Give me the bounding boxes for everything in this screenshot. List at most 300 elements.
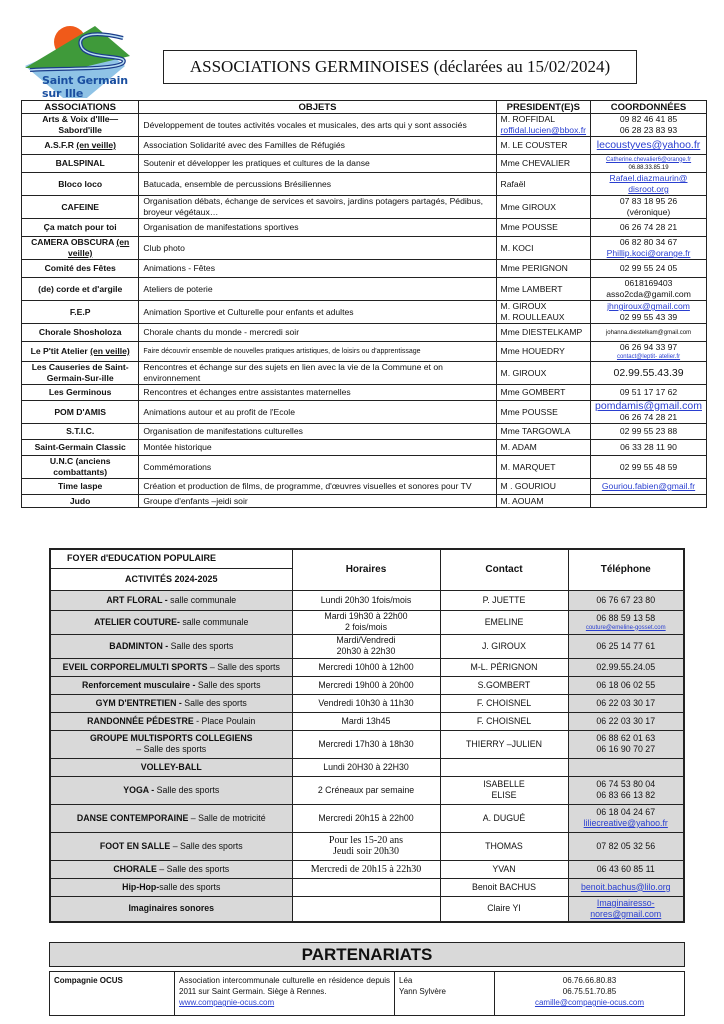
schedule-line: Mercredi 20h15 à 22h00 bbox=[318, 812, 414, 823]
activity-place: Salle des sports bbox=[168, 640, 234, 651]
fep-season: ACTIVITÉS 2024-2025 bbox=[50, 568, 292, 590]
association-name: Les Causeries de Saint-Germain-Sur-ille bbox=[31, 362, 129, 383]
fep-header-row bbox=[50, 549, 684, 568]
schedule-cell bbox=[292, 658, 440, 676]
contact-cell bbox=[591, 114, 707, 137]
contact-cell bbox=[591, 401, 707, 424]
contact-value: 07 83 18 95 26 bbox=[619, 196, 678, 206]
fep-activities-table bbox=[49, 548, 685, 923]
partner-contact-cell bbox=[495, 972, 685, 1016]
contact-name: A. DUGUÉ bbox=[482, 812, 526, 823]
contact-name: THOMAS bbox=[485, 840, 523, 851]
contact-value: 09 82 46 41 85 bbox=[619, 114, 678, 124]
association-name-cell bbox=[22, 385, 139, 401]
association-name-cell bbox=[22, 424, 139, 440]
president-name: Mme POUSSE bbox=[500, 222, 558, 232]
association-name: Saint-Germain Classic bbox=[34, 442, 126, 452]
activity-place: – Salle des sports bbox=[156, 863, 230, 874]
column-header-associations: ASSOCIATIONS bbox=[22, 101, 139, 114]
schedule-cell bbox=[292, 804, 440, 832]
column-header-contact: Contact bbox=[440, 549, 568, 590]
association-name-cell bbox=[22, 362, 139, 385]
president-name: Mme DIESTELKAMP bbox=[500, 327, 583, 337]
contact-cell bbox=[440, 860, 568, 878]
president-name: Mme POUSSE bbox=[500, 406, 558, 417]
phone-number: 06 74 53 80 04 bbox=[596, 779, 656, 789]
activity-cell bbox=[50, 832, 292, 860]
page-title: ASSOCIATIONS GERMINOISES (déclarées au 15/02/2024) bbox=[163, 50, 637, 84]
email-link[interactable]: Imaginairesso-nores@gmail.com bbox=[590, 897, 662, 919]
president-name: Mme HOUEDRY bbox=[500, 346, 565, 356]
association-row bbox=[22, 456, 707, 479]
activity-cell bbox=[50, 776, 292, 804]
phone-number: 07 82 05 32 56 bbox=[596, 840, 656, 851]
activity-place: – Salle des sports bbox=[136, 744, 207, 754]
contact-cell bbox=[591, 155, 707, 173]
association-object: Création et production de films, de programme, d'œuvres visuelles et sonores pour TV bbox=[139, 479, 496, 495]
activity-place: Salle des sports bbox=[181, 697, 247, 708]
phone-cell bbox=[568, 758, 684, 776]
column-header-horaires: Horaires bbox=[292, 549, 440, 590]
schedule-line: Vendredi 10h30 à 11h30 bbox=[318, 697, 414, 708]
president-cell bbox=[496, 342, 591, 362]
schedule-cell bbox=[292, 896, 440, 922]
association-name: Ça match pour toi bbox=[43, 222, 117, 232]
association-object: Animation Sportive et Culturelle pour enfants et adultes bbox=[139, 301, 496, 324]
schedule-cell bbox=[292, 730, 440, 758]
partner-description-cell bbox=[175, 972, 395, 1016]
activity-name: GYM D'ENTRETIEN - bbox=[95, 697, 182, 708]
schedule-line: Lundi 20H30 à 22H30 bbox=[323, 761, 409, 772]
schedule-line: Jeudi soir 20h30 bbox=[332, 846, 400, 857]
association-name-cell bbox=[22, 278, 139, 301]
table-header-row bbox=[22, 101, 707, 114]
schedule-cell bbox=[292, 776, 440, 804]
activity-name: RANDONNÉE PÉDESTRE bbox=[87, 715, 197, 726]
logo-text: Saint Germain sur Ille bbox=[42, 74, 128, 100]
schedule-line: Pour les 15-20 ans bbox=[328, 835, 404, 846]
president-name: Mme GIROUX bbox=[500, 201, 556, 212]
president-cell bbox=[496, 114, 591, 137]
schedule-line: Mardi 19h30 à 22h00 bbox=[324, 611, 408, 621]
association-object: Chorale chants du monde - mercredi soir bbox=[139, 324, 496, 342]
activity-name: VOLLEY-BALL bbox=[140, 761, 202, 772]
association-name: Comité des Fêtes bbox=[44, 263, 116, 273]
activity-place: – Salle de motricité bbox=[188, 812, 266, 823]
contact-cell bbox=[440, 730, 568, 758]
partner-email-link[interactable]: camille@compagnie-ocus.com bbox=[534, 998, 645, 1007]
association-row bbox=[22, 137, 707, 155]
contact-cell bbox=[440, 878, 568, 896]
contact-cell bbox=[440, 658, 568, 676]
association-name: Arts & Voix d'Ille—Sabord'ille bbox=[42, 114, 119, 135]
association-row bbox=[22, 495, 707, 508]
contact-email-link[interactable]: Phillip.koci@orange.fr bbox=[606, 248, 691, 258]
fep-activity-row bbox=[50, 860, 684, 878]
president-cell bbox=[496, 362, 591, 385]
activity-name: Renforcement musculaire - bbox=[82, 679, 196, 690]
contact-value: 06 26 94 33 97 bbox=[619, 342, 678, 352]
fep-title: FOYER d'EDUCATION POPULAIRE bbox=[50, 549, 292, 568]
phone-cell bbox=[568, 832, 684, 860]
association-name: F.E.P bbox=[69, 306, 91, 317]
phone-cell bbox=[568, 694, 684, 712]
association-object: Rencontres et échange sur des sujets en lien avec la vie de la Commune et on environnement bbox=[139, 362, 496, 385]
contact-value: asso2cda@gamil.com bbox=[606, 289, 691, 299]
activity-cell bbox=[50, 860, 292, 878]
contact-cell bbox=[591, 456, 707, 479]
schedule-cell bbox=[292, 860, 440, 878]
president-name: M. ROFFIDAL bbox=[500, 114, 555, 124]
activity-cell bbox=[50, 658, 292, 676]
column-header-telephone: Téléphone bbox=[568, 549, 684, 590]
phone-number: 06 18 04 24 67 bbox=[596, 807, 656, 817]
association-row bbox=[22, 219, 707, 237]
email-link[interactable]: benoit.bachus@lilo.org bbox=[580, 881, 671, 892]
association-object: Association Solidarité avec des Familles de Réfugiés bbox=[139, 137, 496, 155]
fep-activity-row bbox=[50, 758, 684, 776]
president-cell bbox=[496, 301, 591, 324]
phone-number: 06 22 03 30 17 bbox=[596, 715, 656, 726]
association-row bbox=[22, 385, 707, 401]
contact-cell bbox=[440, 758, 568, 776]
fep-activity-row bbox=[50, 730, 684, 758]
phone-number: 06 18 06 02 55 bbox=[596, 679, 656, 690]
association-name: Judo bbox=[69, 495, 91, 506]
association-object: Groupe d'enfants –jeidi soir bbox=[139, 495, 496, 508]
contact-cell bbox=[591, 495, 707, 508]
schedule-cell bbox=[292, 694, 440, 712]
contact-cell bbox=[591, 424, 707, 440]
president-name: M. GIROUX bbox=[500, 301, 547, 311]
association-object: Soutenir et développer les pratiques et cultures de la danse bbox=[139, 155, 496, 173]
activity-name: FOOT EN SALLE bbox=[99, 840, 171, 851]
president-cell bbox=[496, 440, 591, 456]
president-name: Mme GOMBERT bbox=[500, 387, 566, 397]
status-note: (en veille) bbox=[67, 237, 130, 258]
activity-cell bbox=[50, 676, 292, 694]
association-name: CAFEINE bbox=[61, 201, 100, 212]
contact-value: 06 26 74 28 21 bbox=[619, 412, 678, 422]
partner-people-cell bbox=[395, 972, 495, 1016]
phone-cell bbox=[568, 676, 684, 694]
president-name: M. MARQUET bbox=[500, 461, 556, 472]
schedule-line: Mercredi de 20h15 à 22h30 bbox=[310, 863, 422, 875]
associations-table bbox=[21, 100, 707, 508]
association-name: Chorale Shosholoza bbox=[38, 327, 122, 337]
contact-cell bbox=[440, 896, 568, 922]
contact-name: P. JUETTE bbox=[482, 594, 526, 605]
contact-value: 06 33 28 11 90 bbox=[620, 442, 677, 452]
association-row bbox=[22, 196, 707, 219]
association-name: CAMERA OBSCURA bbox=[31, 237, 114, 247]
partner-row bbox=[50, 972, 685, 1016]
association-name: (de) corde et d'argile bbox=[38, 283, 123, 294]
association-name-cell bbox=[22, 219, 139, 237]
phone-number: 06 83 66 13 82 bbox=[596, 790, 656, 800]
schedule-line: Mardi/Vendredi bbox=[336, 635, 396, 645]
contact-email-link[interactable]: Catherine.chevalier6@orange.fr bbox=[605, 156, 692, 163]
contact-email-link[interactable]: Rafael.diazmaurin@ disroot.org bbox=[609, 173, 688, 194]
association-object: Ateliers de poterie bbox=[139, 278, 496, 301]
association-object: Animations autour et au profit de l'Ecole bbox=[139, 401, 496, 424]
phone-number: 06 25 14 77 61 bbox=[596, 640, 656, 651]
schedule-line: Mercredi 10h00 à 12h00 bbox=[318, 661, 414, 672]
association-object: Club photo bbox=[139, 237, 496, 260]
contact-name: F. CHOISNEL bbox=[476, 697, 532, 708]
contact-cell bbox=[591, 260, 707, 278]
schedule-line: 20h30 à 22h30 bbox=[336, 646, 396, 656]
contact-cell bbox=[440, 610, 568, 634]
activity-name: ART FLORAL - bbox=[106, 594, 168, 605]
activity-cell bbox=[50, 758, 292, 776]
contact-cell bbox=[591, 440, 707, 456]
contact-value: 06.88.33.85.19 bbox=[628, 164, 669, 171]
status-note: (en veille) bbox=[90, 346, 130, 356]
partner-website-link[interactable]: www.compagnie-ocus.com bbox=[179, 998, 275, 1007]
phone-cell bbox=[568, 634, 684, 658]
association-name: Le P'tit Atelier bbox=[30, 346, 88, 356]
association-name-cell bbox=[22, 155, 139, 173]
contact-cell bbox=[591, 385, 707, 401]
phone-cell bbox=[568, 896, 684, 922]
phone-number: 06 88 59 13 58 bbox=[596, 612, 656, 623]
association-name: POM D'AMIS bbox=[54, 406, 107, 417]
association-object: Montée historique bbox=[139, 440, 496, 456]
schedule-cell bbox=[292, 676, 440, 694]
association-row bbox=[22, 260, 707, 278]
association-object: Batucada, ensemble de percussions Brésiliennes bbox=[139, 173, 496, 196]
contact-name: EMELINE bbox=[484, 616, 524, 627]
activity-place: Salle des sports bbox=[154, 784, 220, 795]
partnerships-title: PARTENARIATS bbox=[49, 942, 685, 967]
schedule-cell bbox=[292, 634, 440, 658]
phone-cell bbox=[568, 878, 684, 896]
association-row bbox=[22, 424, 707, 440]
fep-activity-row bbox=[50, 878, 684, 896]
fep-activity-row bbox=[50, 610, 684, 634]
contact-email-link[interactable]: jhngiroux@gmail.com bbox=[607, 301, 690, 311]
activity-name: YOGA - bbox=[123, 784, 155, 795]
association-row bbox=[22, 362, 707, 385]
contact-name: F. CHOISNEL bbox=[476, 715, 532, 726]
president-cell bbox=[496, 196, 591, 219]
president-name: M. KOCI bbox=[500, 242, 534, 253]
fep-activity-row bbox=[50, 776, 684, 804]
association-name-cell bbox=[22, 479, 139, 495]
president-name: M. ROULLEAUX bbox=[500, 312, 565, 322]
activity-cell bbox=[50, 730, 292, 758]
president-cell bbox=[496, 495, 591, 508]
association-name-cell bbox=[22, 324, 139, 342]
schedule-cell bbox=[292, 610, 440, 634]
president-cell bbox=[496, 155, 591, 173]
phone-number: 06 88 62 01 63 bbox=[596, 733, 656, 743]
activity-name: Imaginaires sonores bbox=[128, 903, 215, 914]
phone-cell bbox=[568, 590, 684, 610]
association-name-cell bbox=[22, 173, 139, 196]
contact-email-link[interactable]: lecoustyves@yahoo.fr bbox=[596, 139, 701, 151]
schedule-cell bbox=[292, 758, 440, 776]
activity-cell bbox=[50, 634, 292, 658]
phone-cell bbox=[568, 730, 684, 758]
contact-cell bbox=[440, 712, 568, 730]
president-cell bbox=[496, 173, 591, 196]
schedule-line: Mercredi 17h30 à 18h30 bbox=[318, 738, 414, 749]
contact-value: 02 99 55 43 39 bbox=[619, 312, 678, 322]
contact-cell bbox=[440, 776, 568, 804]
association-name: Bloco loco bbox=[58, 178, 103, 189]
association-row bbox=[22, 324, 707, 342]
association-row bbox=[22, 237, 707, 260]
association-object: Rencontres et échanges entre assistantes maternelles bbox=[139, 385, 496, 401]
fep-activity-row bbox=[50, 634, 684, 658]
fep-activity-row bbox=[50, 832, 684, 860]
activity-place: salle communale bbox=[167, 594, 237, 605]
association-row bbox=[22, 173, 707, 196]
contact-name: Claire YI bbox=[487, 903, 521, 914]
contact-value: 06 26 74 28 21 bbox=[619, 222, 678, 232]
association-row bbox=[22, 342, 707, 362]
phone-cell bbox=[568, 712, 684, 730]
schedule-cell bbox=[292, 832, 440, 860]
schedule-line: 2 fois/mois bbox=[344, 622, 388, 632]
association-name-cell bbox=[22, 114, 139, 137]
activity-name: DANSE CONTEMPORAINE bbox=[76, 812, 189, 823]
association-name: BALSPINAL bbox=[55, 158, 105, 168]
president-cell bbox=[496, 278, 591, 301]
association-object: Organisation débats, échange de services et savoirs, jardins potagers partagés, Pédibus, broyeur végétaux… bbox=[139, 196, 496, 219]
partner-person: Yann Sylvère bbox=[399, 987, 446, 996]
contact-name: Benoit BACHUS bbox=[471, 881, 537, 892]
activity-place: salle des sports bbox=[159, 881, 221, 892]
contact-email-link[interactable]: contact@leptit- atelier.fr bbox=[616, 354, 681, 360]
president-cell bbox=[496, 401, 591, 424]
activity-cell bbox=[50, 878, 292, 896]
partner-phone: 06.75.51.70.85 bbox=[562, 987, 617, 996]
association-row bbox=[22, 479, 707, 495]
association-object: Organisation de manifestations sportives bbox=[139, 219, 496, 237]
association-row bbox=[22, 301, 707, 324]
president-name: Mme PERIGNON bbox=[500, 263, 568, 273]
president-cell bbox=[496, 424, 591, 440]
contact-value: johanna.diestelkam@gmail.com bbox=[605, 329, 692, 336]
association-object: Développement de toutes activités vocales et musicales, des arts qui y sont associés bbox=[139, 114, 496, 137]
fep-activity-row bbox=[50, 694, 684, 712]
partner-name: Compagnie OCUS bbox=[50, 972, 175, 1016]
contact-value: 02.99.55.43.39 bbox=[613, 366, 684, 379]
activity-name: BADMINTON - bbox=[109, 640, 169, 651]
fep-activity-row bbox=[50, 590, 684, 610]
phone-cell bbox=[568, 860, 684, 878]
schedule-line: Lundi 20h30 1fois/mois bbox=[320, 594, 412, 605]
contact-cell bbox=[591, 219, 707, 237]
partnerships-table bbox=[49, 971, 685, 1016]
contact-value: (véronique) bbox=[626, 207, 671, 217]
president-cell bbox=[496, 237, 591, 260]
president-name: Rafaël bbox=[500, 178, 526, 189]
association-name: A.S.F.R bbox=[44, 140, 74, 150]
activity-cell bbox=[50, 694, 292, 712]
president-cell bbox=[496, 456, 591, 479]
contact-name: M-L. PÉRIGNON bbox=[470, 661, 538, 672]
association-name: Time laspe bbox=[58, 481, 103, 491]
column-header-presidents: PRESIDENT(E)S bbox=[496, 101, 591, 114]
contact-cell bbox=[440, 634, 568, 658]
contact-cell bbox=[591, 173, 707, 196]
contact-value: 09 51 17 17 62 bbox=[619, 387, 678, 397]
phone-number: 06 16 90 70 27 bbox=[596, 744, 656, 754]
contact-cell bbox=[591, 324, 707, 342]
activity-name: EVEIL CORPOREL/MULTI SPORTS bbox=[62, 661, 208, 672]
schedule-line: Mercredi 19h00 à 20h00 bbox=[318, 679, 414, 690]
contact-name: ELISE bbox=[491, 790, 517, 800]
contact-email-link[interactable]: pomdamis@gmail.com bbox=[595, 400, 702, 412]
association-name-cell bbox=[22, 301, 139, 324]
activity-place: – Salle des sports bbox=[207, 661, 280, 672]
schedule-line: Mardi 13h45 bbox=[341, 715, 391, 726]
activity-cell bbox=[50, 610, 292, 634]
phone-number: 06 22 03 30 17 bbox=[596, 697, 656, 708]
association-name-cell bbox=[22, 495, 139, 508]
association-row bbox=[22, 155, 707, 173]
president-name: Mme CHEVALIER bbox=[500, 158, 571, 168]
association-object: Faire découvrir ensemble de nouvelles pratiques artistiques, de loisirs ou d'apprentissage bbox=[139, 342, 496, 362]
contact-value: 06 28 23 83 93 bbox=[619, 125, 678, 135]
association-name-cell bbox=[22, 137, 139, 155]
president-cell bbox=[496, 137, 591, 155]
association-name-cell bbox=[22, 196, 139, 219]
schedule-line: 2 Créneaux par semaine bbox=[317, 784, 415, 795]
status-note: (en veille) bbox=[76, 140, 116, 150]
schedule-cell bbox=[292, 712, 440, 730]
contact-email-link[interactable]: Gouriou.fabien@gmail.fr bbox=[601, 481, 696, 491]
president-cell bbox=[496, 260, 591, 278]
association-name: S.T.I.C. bbox=[66, 426, 95, 436]
fep-activity-row bbox=[50, 658, 684, 676]
activity-name: GROUPE MULTISPORTS COLLEGIENS bbox=[89, 733, 253, 743]
association-object: Commémorations bbox=[139, 456, 496, 479]
association-name-cell bbox=[22, 260, 139, 278]
president-cell bbox=[496, 324, 591, 342]
phone-cell bbox=[568, 776, 684, 804]
column-header-coordonnees: COORDONNÉES bbox=[591, 101, 707, 114]
contact-cell bbox=[440, 590, 568, 610]
contact-cell bbox=[591, 196, 707, 219]
contact-value: 02 99 55 23 88 bbox=[619, 426, 678, 436]
fep-activity-row bbox=[50, 712, 684, 730]
partner-phone: 06.76.66.80.83 bbox=[562, 976, 617, 985]
association-object: Organisation de manifestations culturelles bbox=[139, 424, 496, 440]
town-logo bbox=[20, 8, 130, 98]
association-name-cell bbox=[22, 456, 139, 479]
fep-activity-row bbox=[50, 676, 684, 694]
association-row bbox=[22, 114, 707, 137]
phone-cell bbox=[568, 658, 684, 676]
contact-cell bbox=[591, 137, 707, 155]
contact-cell bbox=[440, 804, 568, 832]
activity-name: CHORALE bbox=[113, 863, 157, 874]
email-link[interactable]: couture@emeline-gosset.com bbox=[585, 624, 666, 631]
email-link[interactable]: liliecreative@yahoo.fr bbox=[583, 818, 668, 828]
president-email-link[interactable]: roffidal.lucien@bbox.fr bbox=[500, 125, 587, 135]
activity-cell bbox=[50, 590, 292, 610]
association-name: U.N.C (anciens combattants) bbox=[49, 456, 111, 477]
contact-name: ISABELLE bbox=[483, 779, 525, 789]
schedule-cell bbox=[292, 878, 440, 896]
contact-name: J. GIROUX bbox=[482, 640, 526, 651]
association-row bbox=[22, 278, 707, 301]
